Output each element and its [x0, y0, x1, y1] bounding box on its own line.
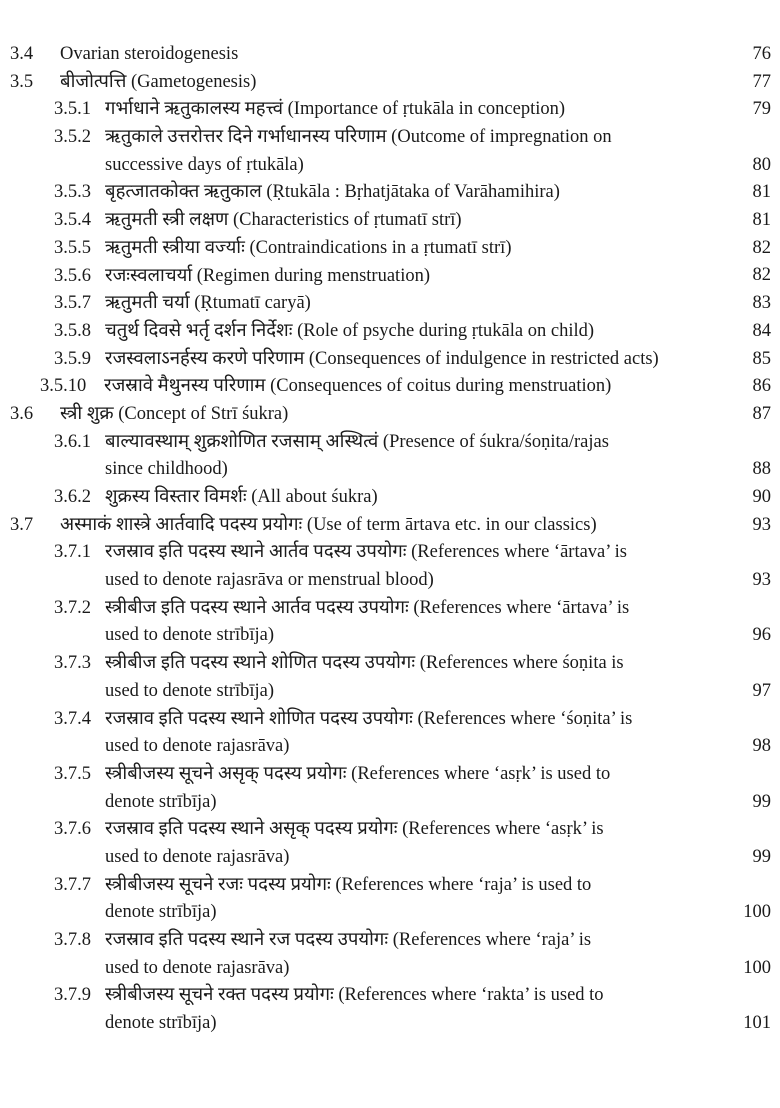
section-number: 3.7.3 — [54, 653, 91, 674]
entry-title-line: used to denote rajasrāva) — [105, 846, 290, 867]
toc-entry[interactable] — [0, 124, 780, 179]
entry-title-line: स्त्रीबीज इति पदस्य स्थाने शोणित पदस्य उपयोगः (References where śoṇita is — [105, 653, 624, 674]
section-number: 3.7.5 — [54, 763, 91, 784]
page-number: 82 — [752, 237, 771, 258]
page-number: 84 — [752, 320, 771, 341]
toc-entry[interactable] — [0, 539, 780, 594]
page-number: 90 — [752, 486, 771, 507]
page-number: 86 — [752, 376, 771, 397]
section-number: 3.5.9 — [54, 348, 91, 369]
section-number: 3.7.6 — [54, 819, 91, 840]
entry-title-line: used to denote strībīja) — [105, 625, 275, 646]
toc-entry[interactable] — [0, 595, 780, 650]
toc-entry[interactable] — [0, 207, 780, 235]
section-number: 3.5 — [10, 71, 34, 92]
entry-title-line: ऋतुमती स्त्रीया वर्ज्याः (Contraindications in a ṛtumatī strī) — [105, 237, 512, 258]
entry-title-line: गर्भाधाने ऋतुकालस्य महत्त्वं (Importance of ṛtukāla in conception) — [105, 99, 566, 120]
entry-title-line: used to denote rajasrāva) — [105, 957, 290, 978]
entry-title-line: ऋतुमती चर्या (Ṛtumatī caryā) — [105, 293, 311, 314]
toc-entry[interactable] — [0, 96, 780, 124]
page-number: 88 — [752, 459, 771, 480]
entry-title-line: स्त्रीबीज इति पदस्य स्थाने आर्तव पदस्य उपयोगः (References where ‘ārtava’ is — [105, 597, 630, 618]
toc-entry[interactable] — [0, 927, 780, 982]
toc-entry[interactable] — [0, 290, 780, 318]
entry-title-line: स्त्रीबीजस्य सूचने रक्त पदस्य प्रयोगः (References where ‘rakta’ is used to — [105, 985, 604, 1006]
entry-title-line: used to denote rajasrāva or menstrual blood) — [105, 570, 434, 591]
toc-entry[interactable] — [0, 179, 780, 207]
toc-entry[interactable] — [0, 263, 780, 291]
entry-title-line: रजस्राव इति पदस्य स्थाने शोणित पदस्य उपयोगः (References where ‘śoṇita’ is — [105, 708, 633, 729]
section-number: 3.7.2 — [54, 597, 91, 618]
toc-entry[interactable] — [0, 872, 780, 927]
section-number: 3.5.6 — [54, 265, 91, 286]
toc-entry[interactable] — [0, 401, 780, 429]
entry-title-line: रजस्राव इति पदस्य स्थाने रज पदस्य उपयोगः (References where ‘raja’ is — [105, 930, 592, 950]
section-number: 3.7.8 — [54, 930, 91, 950]
toc-entry[interactable] — [0, 982, 780, 1037]
page-number: 87 — [752, 403, 771, 424]
entry-title-line: रजस्राव इति पदस्य स्थाने आर्तव पदस्य उपयोगः (References where ‘ārtava’ is — [105, 542, 628, 563]
toc-entry[interactable] — [0, 706, 780, 761]
section-number: 3.7.9 — [54, 985, 91, 1006]
section-number: 3.5.5 — [54, 237, 91, 258]
entry-title-line: since childhood) — [105, 459, 228, 480]
page-number: 93 — [752, 570, 771, 591]
section-number: 3.6.1 — [54, 431, 91, 452]
page-number: 77 — [752, 71, 771, 92]
entry-title-line: अस्माकं शास्त्रे आर्तवादि पदस्य प्रयोगः (Use of term ārtava etc. in our classics) — [60, 514, 597, 535]
page-number: 97 — [752, 680, 771, 701]
page-number: 81 — [752, 182, 771, 203]
section-number: 3.5.1 — [54, 99, 91, 120]
section-number: 3.5.8 — [54, 320, 91, 341]
toc-entry[interactable] — [0, 816, 780, 871]
page-number: 80 — [752, 154, 771, 175]
page-number: 96 — [752, 625, 771, 646]
toc-entry[interactable] — [0, 41, 780, 69]
entry-title-line: बीजोत्पत्ति (Gametogenesis) — [60, 71, 257, 92]
toc-entry[interactable] — [0, 346, 780, 374]
entry-title-line: स्त्रीबीजस्य सूचने रजः पदस्य प्रयोगः (References where ‘raja’ is used to — [105, 874, 592, 895]
entry-title-line: successive days of ṛtukāla) — [105, 154, 304, 175]
entry-title-line: denote strībīja) — [105, 1013, 217, 1034]
entry-title-line: शुक्रस्य विस्तार विमर्शः (All about śukra) — [105, 487, 378, 507]
page-number: 93 — [752, 514, 771, 535]
section-number: 3.5.2 — [54, 127, 91, 148]
page-number: 99 — [752, 791, 771, 812]
entry-title-line: स्त्री शुक्र (Concept of Strī śukra) — [60, 403, 289, 424]
toc-entry[interactable] — [0, 761, 780, 816]
entry-title-line: बाल्यावस्थाम् शुक्रशोणित रजसाम् अस्थित्वं (Presence of śukra/śoṇita/rajas — [105, 431, 609, 452]
toc-entry[interactable] — [0, 373, 780, 401]
entry-title-line: used to denote strībīja) — [105, 680, 275, 701]
section-number: 3.5.10 — [40, 376, 87, 397]
entry-title-line: रजस्रावे मैथुनस्य परिणाम (Consequences of coitus during menstruation) — [104, 376, 612, 397]
toc-entry[interactable] — [0, 429, 780, 484]
section-number: 3.6.2 — [54, 487, 91, 507]
toc-entry[interactable] — [0, 484, 780, 512]
entry-title-line: बृहत्जातकोक्त ऋतुकाल (Ṛtukāla : Bṛhatjātaka of Varāhamihira) — [105, 182, 560, 203]
section-number: 3.7.1 — [54, 542, 91, 563]
section-number: 3.6 — [10, 403, 34, 424]
page-number: 101 — [743, 1013, 771, 1034]
section-number: 3.5.4 — [54, 210, 91, 231]
entry-title-line: रजस्राव इति पदस्य स्थाने असृक् पदस्य प्रयोगः (References where ‘asṛk’ is — [105, 819, 604, 840]
entry-title-line: ऋतुमती स्त्री लक्षण (Characteristics of ṛtumatī strī) — [105, 210, 462, 231]
entry-title-line: स्त्रीबीजस्य सूचने असृक् पदस्य प्रयोगः (References where ‘asṛk’ is used to — [105, 763, 611, 784]
page-number: 81 — [752, 210, 771, 231]
toc-entry[interactable] — [0, 318, 780, 346]
page-number: 99 — [752, 846, 771, 867]
entry-title-line: चतुर्थ दिवसे भर्तृ दर्शन निर्देशः (Role of psyche during ṛtukāla on child) — [105, 320, 595, 341]
section-number: 3.7.4 — [54, 708, 91, 729]
page-number: 100 — [743, 957, 771, 978]
entry-title-line: denote strībīja) — [105, 791, 217, 812]
entry-title-line: रजःस्वलाचर्या (Regimen during menstruation) — [105, 265, 430, 286]
toc-entry[interactable] — [0, 69, 780, 97]
page-number: 85 — [752, 348, 771, 369]
page-number: 83 — [752, 293, 771, 314]
page-number: 76 — [752, 43, 771, 64]
section-number: 3.7 — [10, 514, 34, 535]
page-number: 100 — [743, 902, 771, 923]
page-number: 82 — [752, 265, 771, 286]
section-number: 3.7.7 — [54, 874, 91, 895]
entry-title-line: रजस्वलाऽनर्हस्य करणे परिणाम (Consequences of indulgence in restricted acts) — [105, 348, 659, 369]
entry-title-line: ऋतुकाले उत्तरोत्तर दिने गर्भाधानस्य परिणाम (Outcome of impregnation on — [105, 127, 612, 148]
section-number: 3.5.7 — [54, 293, 91, 314]
page-number: 98 — [752, 736, 771, 757]
entry-title-line: used to denote rajasrāva) — [105, 736, 290, 757]
section-number: 3.5.3 — [54, 182, 91, 203]
toc-entry[interactable] — [0, 650, 780, 705]
entry-title-line: denote strībīja) — [105, 902, 217, 923]
entry-title-line: Ovarian steroidogenesis — [60, 44, 239, 64]
toc-entry[interactable] — [0, 235, 780, 263]
section-number: 3.4 — [10, 44, 34, 64]
toc-entry[interactable] — [0, 512, 780, 540]
page-number: 79 — [752, 99, 771, 120]
